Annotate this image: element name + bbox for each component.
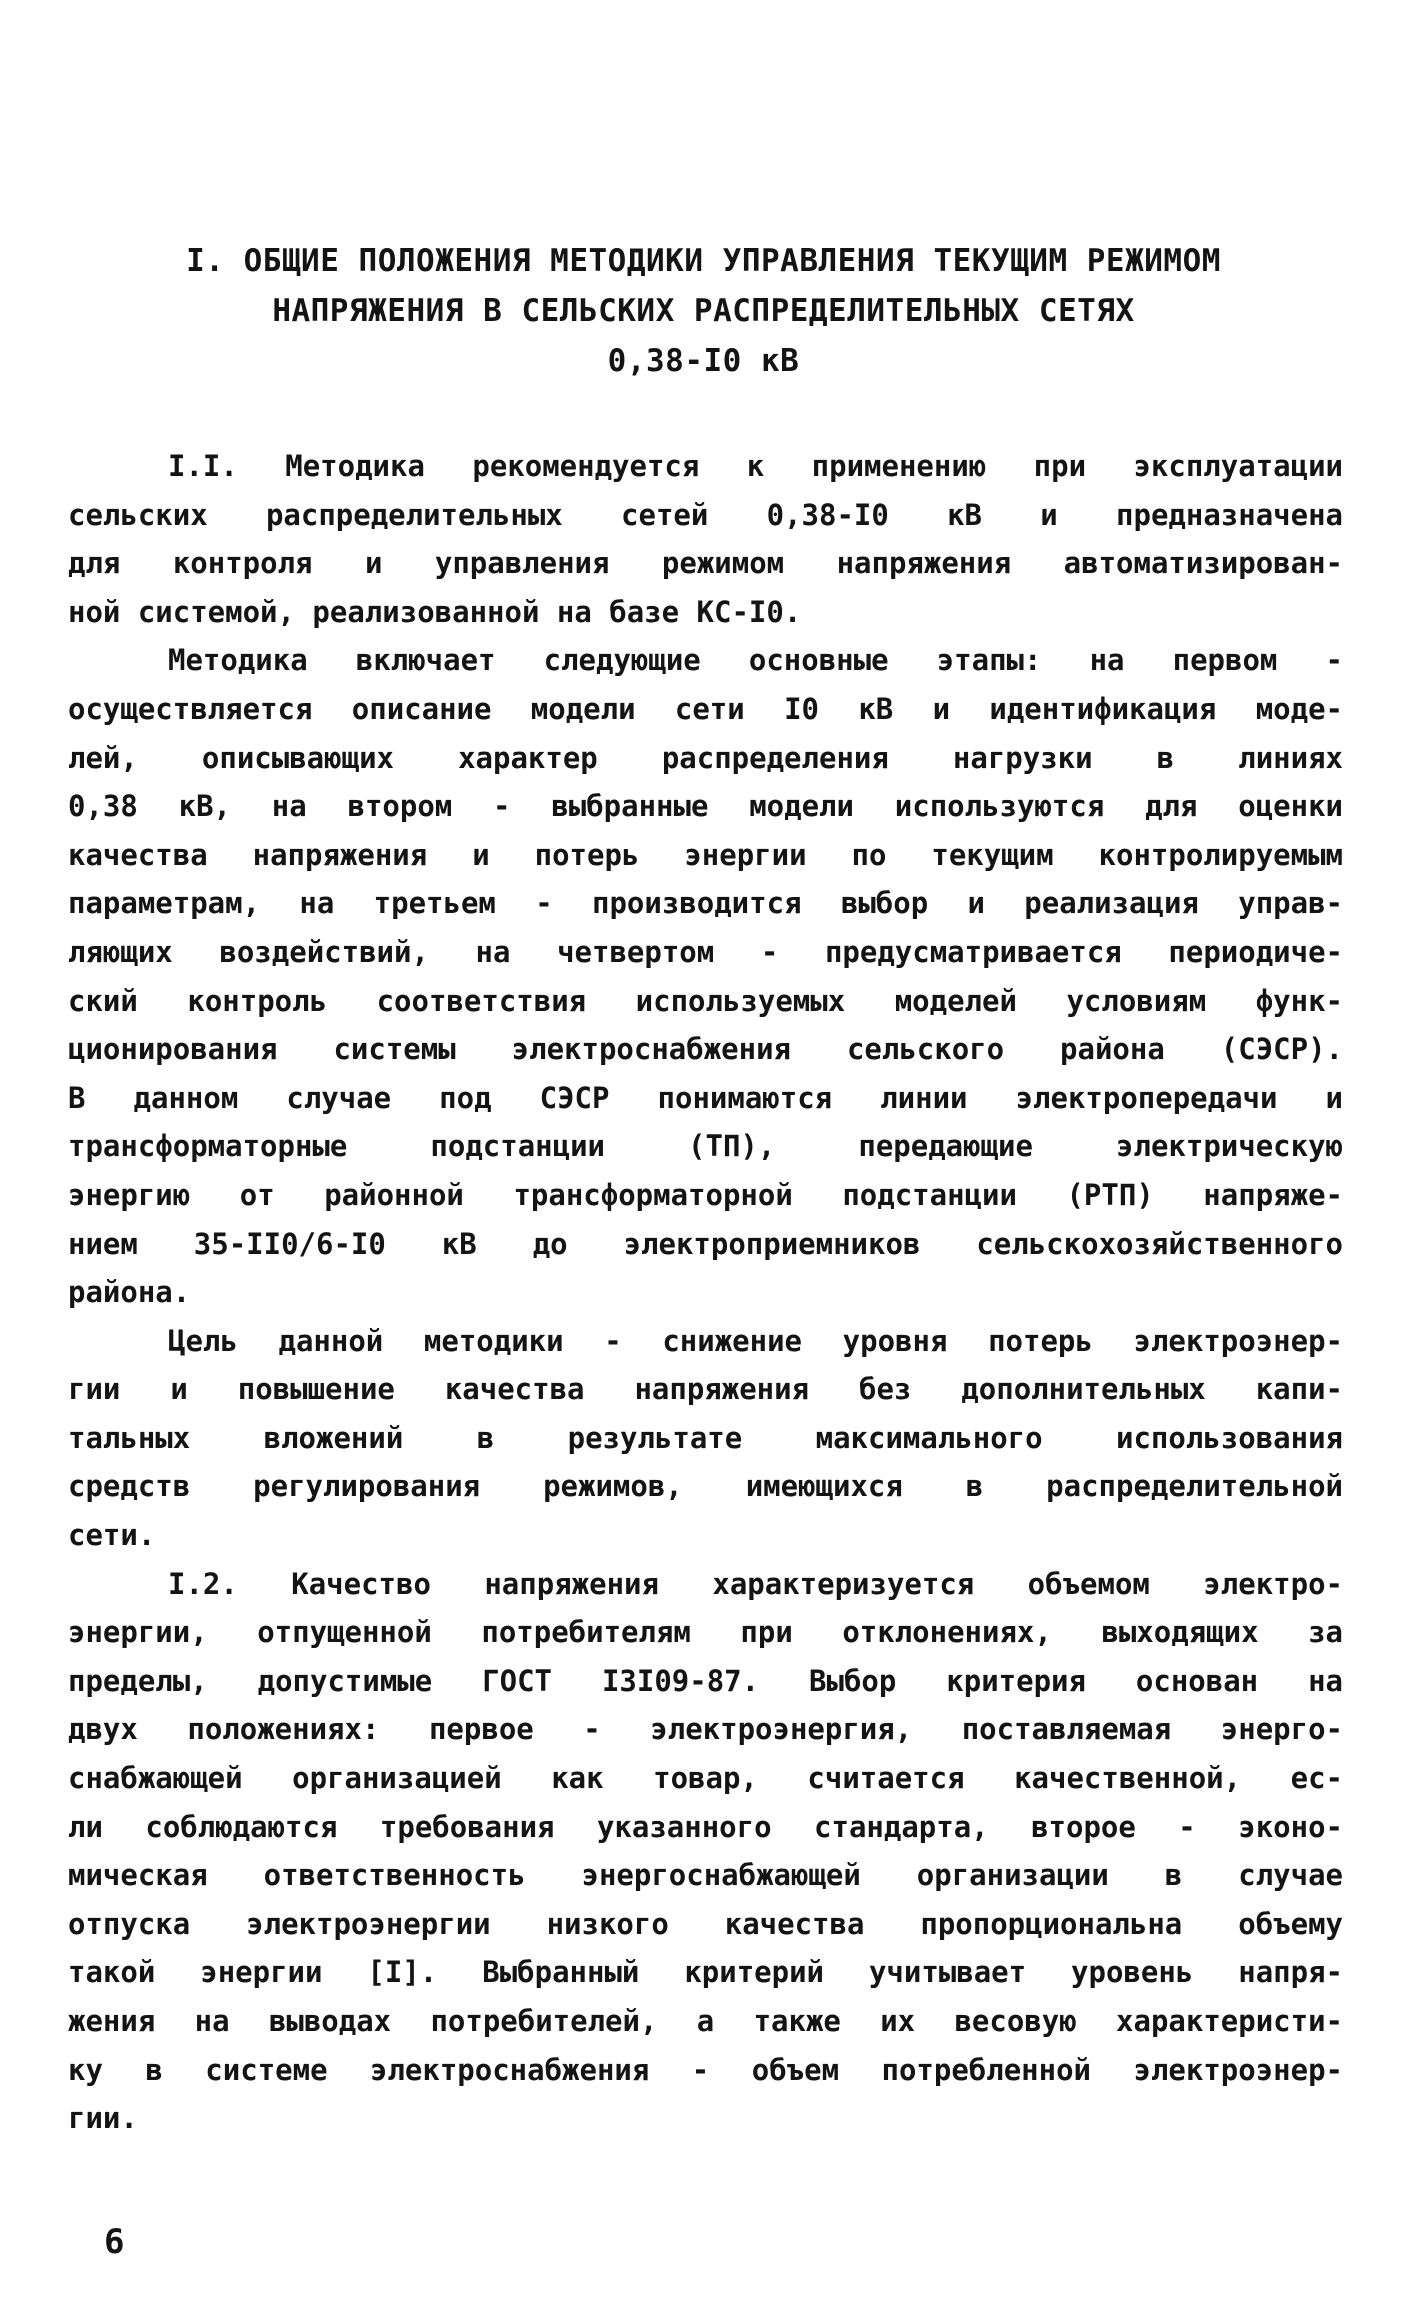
text-line: гии и повышение качества напряжения без дополнительных капи- [68,1372,1343,1407]
text-line: лей, описывающих характер распределения нагрузки в линиях [68,740,1343,775]
text-line: Методика включает следующие основные этапы: на первом - [168,643,1343,678]
text-line: осуществляется описание модели сети I0 кВ и идентификация моде- [68,691,1343,726]
text-line: ционирования системы электроснабжения сельского района (СЭСР). [68,1032,1343,1067]
title-line: НАПРЯЖЕНИЯ В СЕЛЬСКИХ РАСПРЕДЕЛИТЕЛЬНЫХ СЕТЯХ [272,293,1135,329]
text-line: средств регулирования режимов, имеющихся в распределительной [68,1469,1343,1504]
text-line: нием 35-II0/6-I0 кВ до электроприемников сельскохозяйственного [68,1226,1343,1261]
text-line: трансформаторные подстанции (ТП), передающие электрическую [68,1129,1343,1164]
text-line: I.I. Методика рекомендуется к применению при эксплуатации [168,449,1343,483]
text-line: 0,38 кВ, на втором - выбранные модели используются для оценки [68,789,1343,824]
text-line: ляющих воздействий, на четвертом - предусматривается периодиче- [68,934,1343,969]
text-line: энергию от районной трансформаторной подстанции (РТП) напряже- [68,1177,1343,1212]
text-line: тальных вложений в результате максимального использования [68,1420,1343,1455]
text-line: сельских распределительных сетей 0,38-I0 кВ и предназначена [68,497,1343,532]
text-line: для контроля и управления режимом напряжения автоматизирован- [68,546,1343,581]
text-line: ку в системе электроснабжения - объем потребленной электроэнер- [68,2052,1343,2087]
section-title [120,236,1287,386]
text-line: района. [68,1275,191,1310]
text-line: жения на выводах потребителей, а также их весовую характеристи- [68,2004,1343,2038]
text-line: качества напряжения и потерь энергии по текущим контролируемым [68,837,1343,872]
text-line: параметрам, на третьем - производится выбор и реализация управ- [68,886,1343,921]
text-line: ной системой, реализованной на базе КС-I0. [68,594,802,629]
page-number: 6 [104,2222,125,2262]
text-line: ли соблюдаются требования указанного стандарта, второе - эконо- [68,1809,1343,1844]
text-line: Цель данной методики - снижение уровня потерь электроэнер- [168,1323,1343,1358]
text-line: отпуска электроэнергии низкого качества пропорциональна объему [68,1906,1343,1941]
text-line: сети. [68,1518,156,1553]
text-line: В данном случае под СЭСР понимаются линии электропередачи и [68,1080,1343,1115]
text-line: гии. [68,2101,138,2136]
text-line: энергии, отпущенной потребителям при отклонениях, выходящих за [68,1615,1343,1650]
title-line: 0,38-I0 кВ [607,343,800,379]
text-line: пределы, допустимые ГОСТ I3I09-87. Выбор критерия основан на [68,1663,1343,1698]
text-line: ский контроль соответствия используемых моделей условиям функ- [68,983,1343,1018]
title-line: I. ОБЩИЕ ПОЛОЖЕНИЯ МЕТОДИКИ УПРАВЛЕНИЯ ТЕКУЩИМ РЕЖИМОМ [186,243,1221,279]
text-line: снабжающей организацией как товар, считается качественной, ес- [68,1761,1343,1796]
text-line: такой энергии [I]. Выбранный критерий учитывает уровень напря- [68,1955,1343,1990]
text-line: двух положениях: первое - электроэнергия, поставляемая энерго- [68,1712,1343,1747]
text-line: мическая ответственность энергоснабжающей организации в случае [68,1858,1343,1893]
text-line: I.2. Качество напряжения характеризуется объемом электро- [168,1566,1343,1601]
body-text [68,442,1343,2143]
